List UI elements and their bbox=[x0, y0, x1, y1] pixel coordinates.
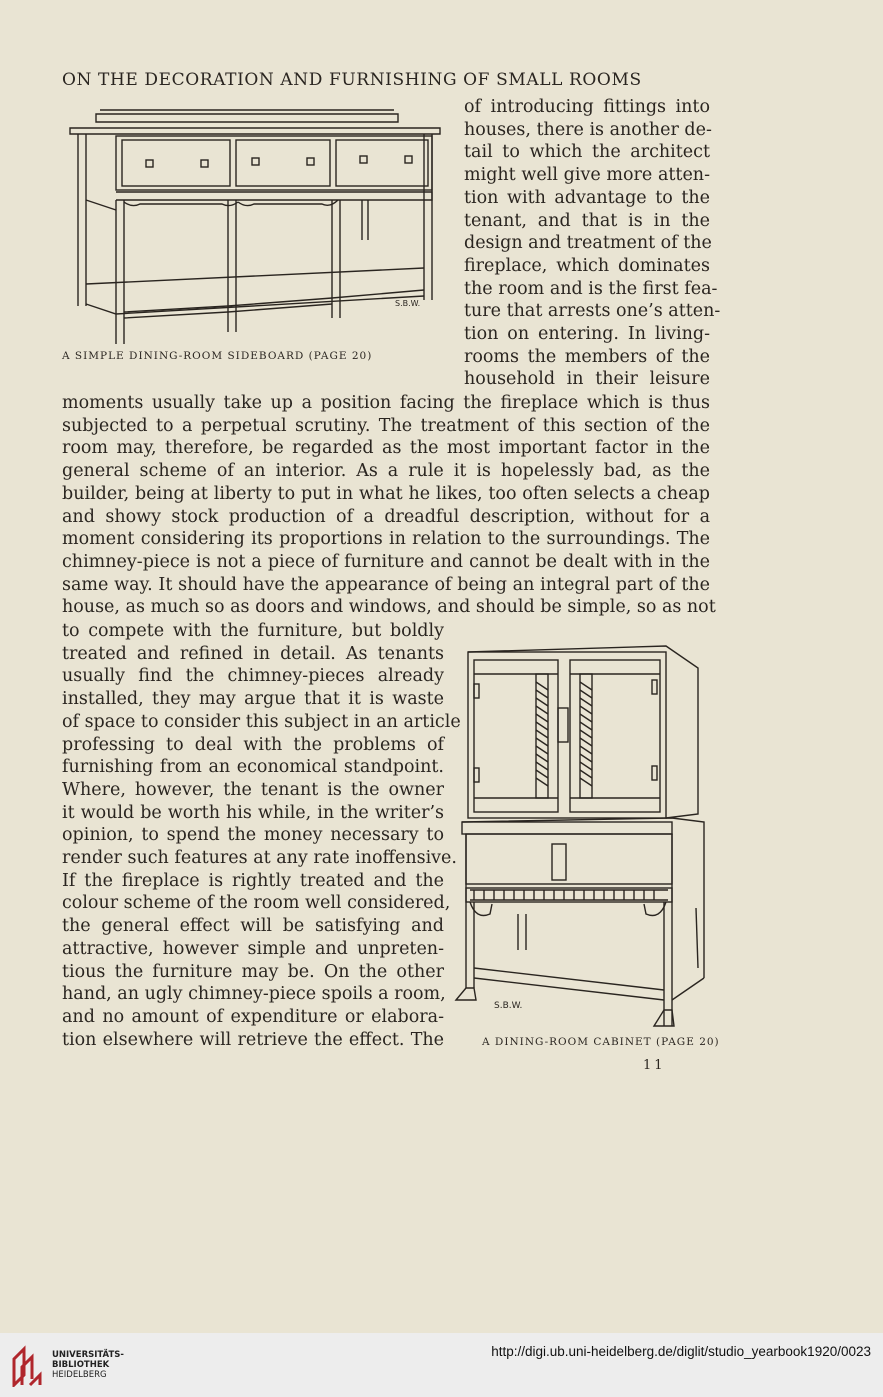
left-column-text bbox=[62, 620, 461, 1051]
text-line: opinion, to spend the money necessary to bbox=[62, 825, 444, 846]
text-line: same way. It should have the appearance of being an integral part of the bbox=[62, 574, 710, 595]
full-width-text bbox=[62, 392, 716, 619]
library-line1: UNIVERSITÄTS- bbox=[52, 1350, 124, 1360]
text-line: moments usually take up a position facing the fireplace which is thus bbox=[62, 393, 710, 413]
text-line: of space to consider this subject in an article bbox=[62, 711, 461, 732]
text-line: subjected to a perpetual scrutiny. The treatment of this section of the bbox=[62, 415, 710, 436]
text-line: treated and refined in detail. As tenants bbox=[62, 643, 444, 664]
text-line: tion with advantage to the bbox=[464, 187, 710, 208]
text-line: If the fireplace is rightly treated and the bbox=[62, 870, 444, 891]
text-line: and showy stock production of a dreadful description, without for a bbox=[62, 506, 710, 527]
text-line: tail to which the architect bbox=[464, 142, 710, 163]
text-line: Where, however, the tenant is the owner bbox=[62, 779, 444, 800]
cabinet-caption: A DINING-ROOM CABINET (PAGE 20) bbox=[482, 1036, 720, 1048]
text-line: fireplace, which dominates bbox=[464, 255, 710, 276]
text-line: the general effect will be satisfying and bbox=[62, 916, 444, 937]
sideboard-illustration bbox=[62, 100, 446, 350]
text-line: rooms the members of the bbox=[464, 346, 710, 367]
running-header: ON THE DECORATION AND FURNISHING OF SMALL ROOMS bbox=[62, 70, 642, 90]
text-line: general scheme of an interior. As a rule it is hopelessly bad, as the bbox=[62, 461, 710, 482]
text-line: might well give more atten- bbox=[464, 165, 710, 186]
text-line: chimney-piece is not a piece of furniture and cannot be dealt with in the bbox=[62, 551, 710, 572]
text-line: builder, being at liberty to put in what he likes, too often selects a cheap bbox=[62, 483, 710, 504]
text-line: it would be worth his while, in the writer’s bbox=[62, 802, 444, 823]
text-line: colour scheme of the room well considered, bbox=[62, 893, 451, 914]
text-line: tenant, and that is in the bbox=[464, 210, 710, 231]
library-name bbox=[52, 1350, 124, 1380]
text-line: design and treatment of the bbox=[464, 233, 712, 254]
page-number: 11 bbox=[643, 1058, 666, 1073]
text-line: installed, they may argue that it is waste bbox=[62, 689, 444, 710]
text-line: household in their leisure bbox=[464, 369, 710, 390]
footer-bar bbox=[0, 1333, 883, 1397]
text-line: professing to deal with the problems of bbox=[62, 734, 444, 755]
text-line: room may, therefore, be regarded as the most important factor in the bbox=[62, 438, 710, 459]
text-line: tion on entering. In living- bbox=[464, 324, 710, 345]
text-line: tion elsewhere will retrieve the effect. The bbox=[62, 1029, 444, 1050]
text-line: the room and is the first fea- bbox=[464, 278, 718, 299]
text-line: hand, an ugly chimney-piece spoils a room, bbox=[62, 984, 446, 1005]
text-line: ture that arrests one’s atten- bbox=[464, 301, 721, 322]
cabinet-signature: S.B.W. bbox=[494, 1001, 523, 1011]
text-line: and no amount of expenditure or elabora- bbox=[62, 1006, 444, 1027]
text-line: house, as much so as doors and windows, and should be simple, so as not bbox=[62, 597, 716, 618]
text-line: furnishing from an economical standpoint. bbox=[62, 757, 444, 778]
library-line3: HEIDELBERG bbox=[52, 1370, 107, 1380]
sideboard-signature: S.B.W. bbox=[395, 299, 421, 308]
text-line: moment considering its proportions in relation to the surroundings. The bbox=[62, 529, 710, 550]
library-logo-icon bbox=[10, 1345, 48, 1387]
text-line: houses, there is another de- bbox=[464, 119, 712, 140]
sideboard-caption: A SIMPLE DINING-ROOM SIDEBOARD (PAGE 20) bbox=[62, 350, 373, 362]
text-line: attractive, however simple and unpreten- bbox=[62, 938, 444, 959]
text-line: tious the furniture may be. On the other bbox=[62, 961, 444, 982]
text-line: to compete with the furniture, but boldly bbox=[62, 621, 444, 641]
right-column-text bbox=[464, 96, 721, 391]
source-url-link[interactable]: http://digi.ub.uni-heidelberg.de/diglit/studio_yearbook1920/0023 bbox=[491, 1344, 871, 1359]
text-line: render such features at any rate inoffensive. bbox=[62, 848, 457, 869]
cabinet-illustration bbox=[452, 638, 714, 1034]
library-line2: BIBLIOTHEK bbox=[52, 1360, 110, 1370]
text-line: usually find the chimney-pieces already bbox=[62, 666, 444, 687]
text-line: of introducing fittings into bbox=[464, 97, 710, 117]
